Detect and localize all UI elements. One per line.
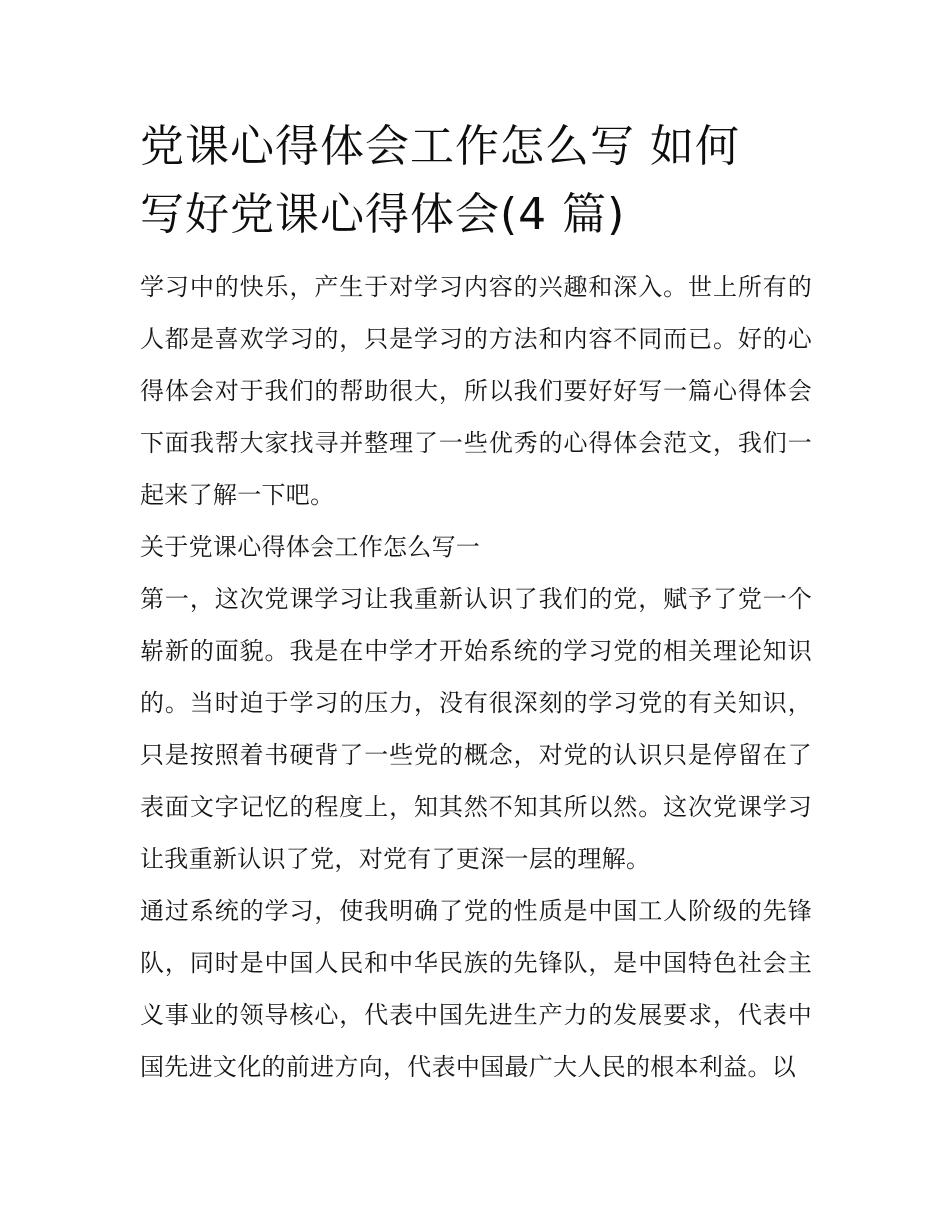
document-title (140, 113, 812, 249)
body-paragraph: 通过系统的学习，使我明确了党的性质是中国工人阶级的先锋队，同时是中国人民和中华民族的先锋队，是中国特色社会主义事业的领导核心，代表中国先进生产力的发展要求，代表中国先进文化的前进方向，代表中国最广大人民的根本利益。以 (140, 897, 812, 1081)
title-line-2: 写好党课心得体会(4 篇) (140, 189, 626, 240)
document-content (140, 113, 812, 1093)
title-line-1: 党课心得体会工作怎么写 如何 (140, 121, 740, 172)
intro-paragraph: 学习中的快乐，产生于对学习内容的兴趣和深入。世上所有的人都是喜欢学习的，只是学习的方法和内容不同而已。好的心得体会对于我们的帮助很大，所以我们要好好写一篇心得体会下面我帮大家找寻并整理了一些优秀的心得体会范文，我们一起来了解一下吧。 (140, 273, 812, 509)
body-paragraph: 第一，这次党课学习让我重新认识了我们的党，赋予了党一个崭新的面貌。我是在中学才开始系统的学习党的相关理论知识的。当时迫于学习的压力，没有很深刻的学习党的有关知识，只是按照着书硬背了一些党的概念，对党的认识只是停留在了表面文字记忆的程度上，知其然不知其所以然。这次党课学习让我重新认识了党，对党有了更深一层的理解。 (140, 585, 812, 873)
section-heading: 关于党课心得体会工作怎么写一 (140, 533, 481, 561)
